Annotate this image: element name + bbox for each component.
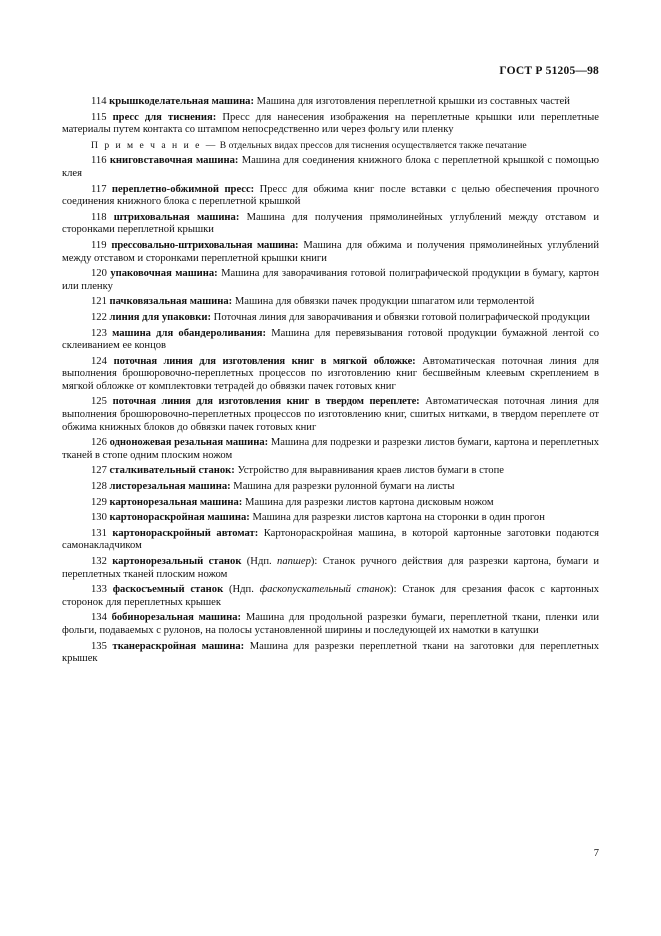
entry-term: пресс для тиснения: [112, 111, 217, 123]
entry-deprecated-prefix: (Ндп. [246, 556, 272, 567]
entry-definition: Машина для разрезки переплетной ткани на заготовки для переплетных крышек [62, 640, 599, 665]
term-entry-115 [62, 112, 599, 137]
entry-definition: Станок ручного действия для разрезки картона, бумаги и переплетных тканей плоским ножом [62, 556, 600, 580]
term-entry-119 [62, 240, 599, 265]
entry-term: поточная линия для изготовления книг в твердом переплете: [112, 396, 420, 408]
term-entry-114 [62, 96, 599, 109]
entry-number: 118 [91, 211, 107, 223]
entry-term: крышкоделательная машина: [109, 96, 254, 107]
entry-number: 119 [91, 239, 107, 251]
term-entry-135 [62, 641, 599, 666]
entry-term: картонорезальная машина: [109, 496, 243, 508]
entry-deprecated-term: фаскопускательный станок [259, 584, 391, 596]
entry-definition: Машина для перевязывания готовой продукции бумажной лентой со склеиванием ее концов [62, 327, 599, 352]
entry-definition: Машина для обжима и получения прямолинейных углублений между отставом и сторонками переплетной крышки книги [62, 239, 599, 264]
entry-term: машина для обандероливания: [112, 327, 267, 339]
entry-number: 120 [91, 268, 107, 280]
entry-term: картонорезальный станок [112, 556, 242, 567]
entry-number: 131 [91, 527, 107, 539]
entry-deprecated-prefix: (Ндп. [228, 584, 254, 596]
entry-term: сталкивательный станок: [109, 465, 235, 477]
entry-definition: Машина для разрезки листов картона дисковым ножом [244, 496, 494, 508]
term-entry-134 [62, 612, 599, 637]
entry-number: 124 [91, 355, 107, 367]
entry-term: переплетно-обжимной пресс: [111, 183, 255, 195]
entry-term: листорезальная машина: [109, 481, 231, 493]
entry-definition: Автоматическая поточная линия для выполнения брошюровочно-переплетных процессов по изготовлению книг бесшвейным клеевым скреплением в мягкой обложке от комплектовки тетрадей до обвязки пачек готовых книг [62, 355, 600, 392]
entry-number: 134 [91, 612, 107, 624]
entry-number: 127 [91, 465, 107, 477]
entry-number: 115 [91, 111, 107, 123]
entry-definition: Картонораскройная машина, в которой картонные заготовки подаются самонакладчиком [62, 527, 599, 552]
entry-term: штриховальная машина: [113, 211, 240, 223]
term-entry-117 [62, 184, 599, 209]
entry-term: упаковочная машина: [110, 268, 218, 280]
entry-definition: Пресс для обжима книг после вставки с целью обеспечения прочного соединения книжного блока с переплетной крышкой [62, 183, 599, 208]
term-entry-122 [62, 312, 599, 325]
entry-term: фаскосъемный станок [112, 584, 224, 596]
entry-definition: Машина для разрезки листов картона на сторонки в один прогон [252, 512, 545, 524]
note-115 [62, 140, 599, 153]
entry-definition: Пресс для нанесения изображения на переплетные крышки или переплетные материалы путем контакта со штампом непосредственно или через фольгу или пленку [62, 111, 599, 136]
term-entry-120 [62, 268, 599, 293]
term-entry-116 [62, 155, 599, 180]
entry-number: 133 [91, 584, 107, 596]
terms-list [62, 96, 599, 669]
term-entry-126 [62, 437, 599, 462]
term-entry-131 [62, 528, 599, 553]
entry-deprecated-suffix: ): [390, 584, 397, 596]
term-entry-118 [62, 212, 599, 237]
term-entry-129 [62, 497, 599, 510]
term-entry-128 [62, 481, 599, 494]
entry-number: 126 [91, 437, 107, 449]
entry-term: книговставочная машина: [109, 155, 239, 167]
entry-definition: Машина для обвязки пачек продукции шпагатом или термолентой [234, 296, 535, 308]
term-entry-133 [62, 584, 599, 609]
page-number: 7 [593, 848, 599, 859]
term-entry-130 [62, 512, 599, 525]
entry-term: прессовально-штриховальная машина: [111, 239, 299, 251]
entry-definition: Станок для срезания фасок с картонных сторонок для переплетных крышек [62, 584, 600, 608]
note-label: П р и м е ч а н и е — [91, 139, 218, 151]
entry-number: 132 [91, 556, 107, 567]
entry-deprecated-term: папшер [277, 556, 311, 567]
term-entry-121 [62, 296, 599, 309]
entry-number: 116 [91, 155, 107, 167]
entry-definition: Машина для продольной разрезки бумаги, переплетной ткани, пленки или фольги, подаваемых с рулонов, на полосы установленной ширины и последующей их намотки в катушки [62, 612, 599, 636]
entry-term: линия для упаковки: [109, 311, 212, 323]
entry-definition: Машина для изготовления переплетной крышки из составных частей [256, 96, 570, 107]
note-text: В отдельных видах прессов для тиснения осуществляется также печатание [219, 139, 527, 151]
term-entry-132 [62, 556, 599, 581]
entry-term: пачковязальная машина: [109, 296, 233, 308]
entry-term: тканераскройная машина: [112, 640, 245, 652]
entry-number: 117 [91, 183, 107, 195]
entry-definition: Поточная линия для заворачивания и обвязки готовой полиграфической продукции [213, 311, 590, 323]
term-entry-123 [62, 328, 599, 353]
standard-code-header: ГОСТ Р 51205—98 [499, 65, 599, 77]
entry-term: одноножевая резальная машина: [109, 437, 269, 449]
entry-number: 128 [91, 481, 107, 493]
term-entry-127 [62, 465, 599, 478]
term-entry-124 [62, 356, 599, 394]
entry-term: поточная линия для изготовления книг в мягкой обложке: [113, 355, 416, 367]
entry-number: 125 [91, 396, 107, 408]
entry-term: картонораскройный автомат: [112, 527, 259, 539]
entry-number: 123 [91, 327, 107, 339]
term-entry-125 [62, 396, 599, 434]
entry-term: картонораскройная машина: [109, 512, 250, 524]
entry-definition: Автоматическая поточная линия для выполнения брошюровочно-переплетных процессов по изготовлению книг, сшитых нитками, в твердом переплете от обжима книжных блоков до обвязки пачек готовых книг [62, 396, 600, 433]
entry-number: 121 [91, 296, 107, 308]
entry-definition: Устройство для выравнивания краев листов бумаги в стопе [237, 465, 504, 477]
entry-term: бобинорезальная машина: [111, 612, 242, 624]
entry-number: 129 [91, 496, 107, 508]
entry-definition: Машина для разрезки рулонной бумаги на листы [233, 481, 455, 493]
entry-number: 114 [91, 96, 107, 107]
entry-definition: Машина для получения прямолинейных углублений между отставом и сторонками переплетной крышки [62, 211, 599, 236]
entry-definition: Машина для заворачивания готовой полиграфической продукции в бумагу, картон или пленку [62, 268, 599, 292]
entry-number: 122 [91, 311, 107, 323]
entry-definition: Машина для соединения книжного блока с переплетной крышкой с помощью клея [62, 155, 600, 179]
entry-number: 130 [91, 512, 107, 524]
entry-definition: Машина для подрезки и разрезки листов бумаги, картона и переплетных тканей в стопе одним плоским ножом [62, 437, 599, 461]
entry-deprecated-suffix: ): [310, 556, 318, 567]
entry-number: 135 [91, 640, 107, 652]
